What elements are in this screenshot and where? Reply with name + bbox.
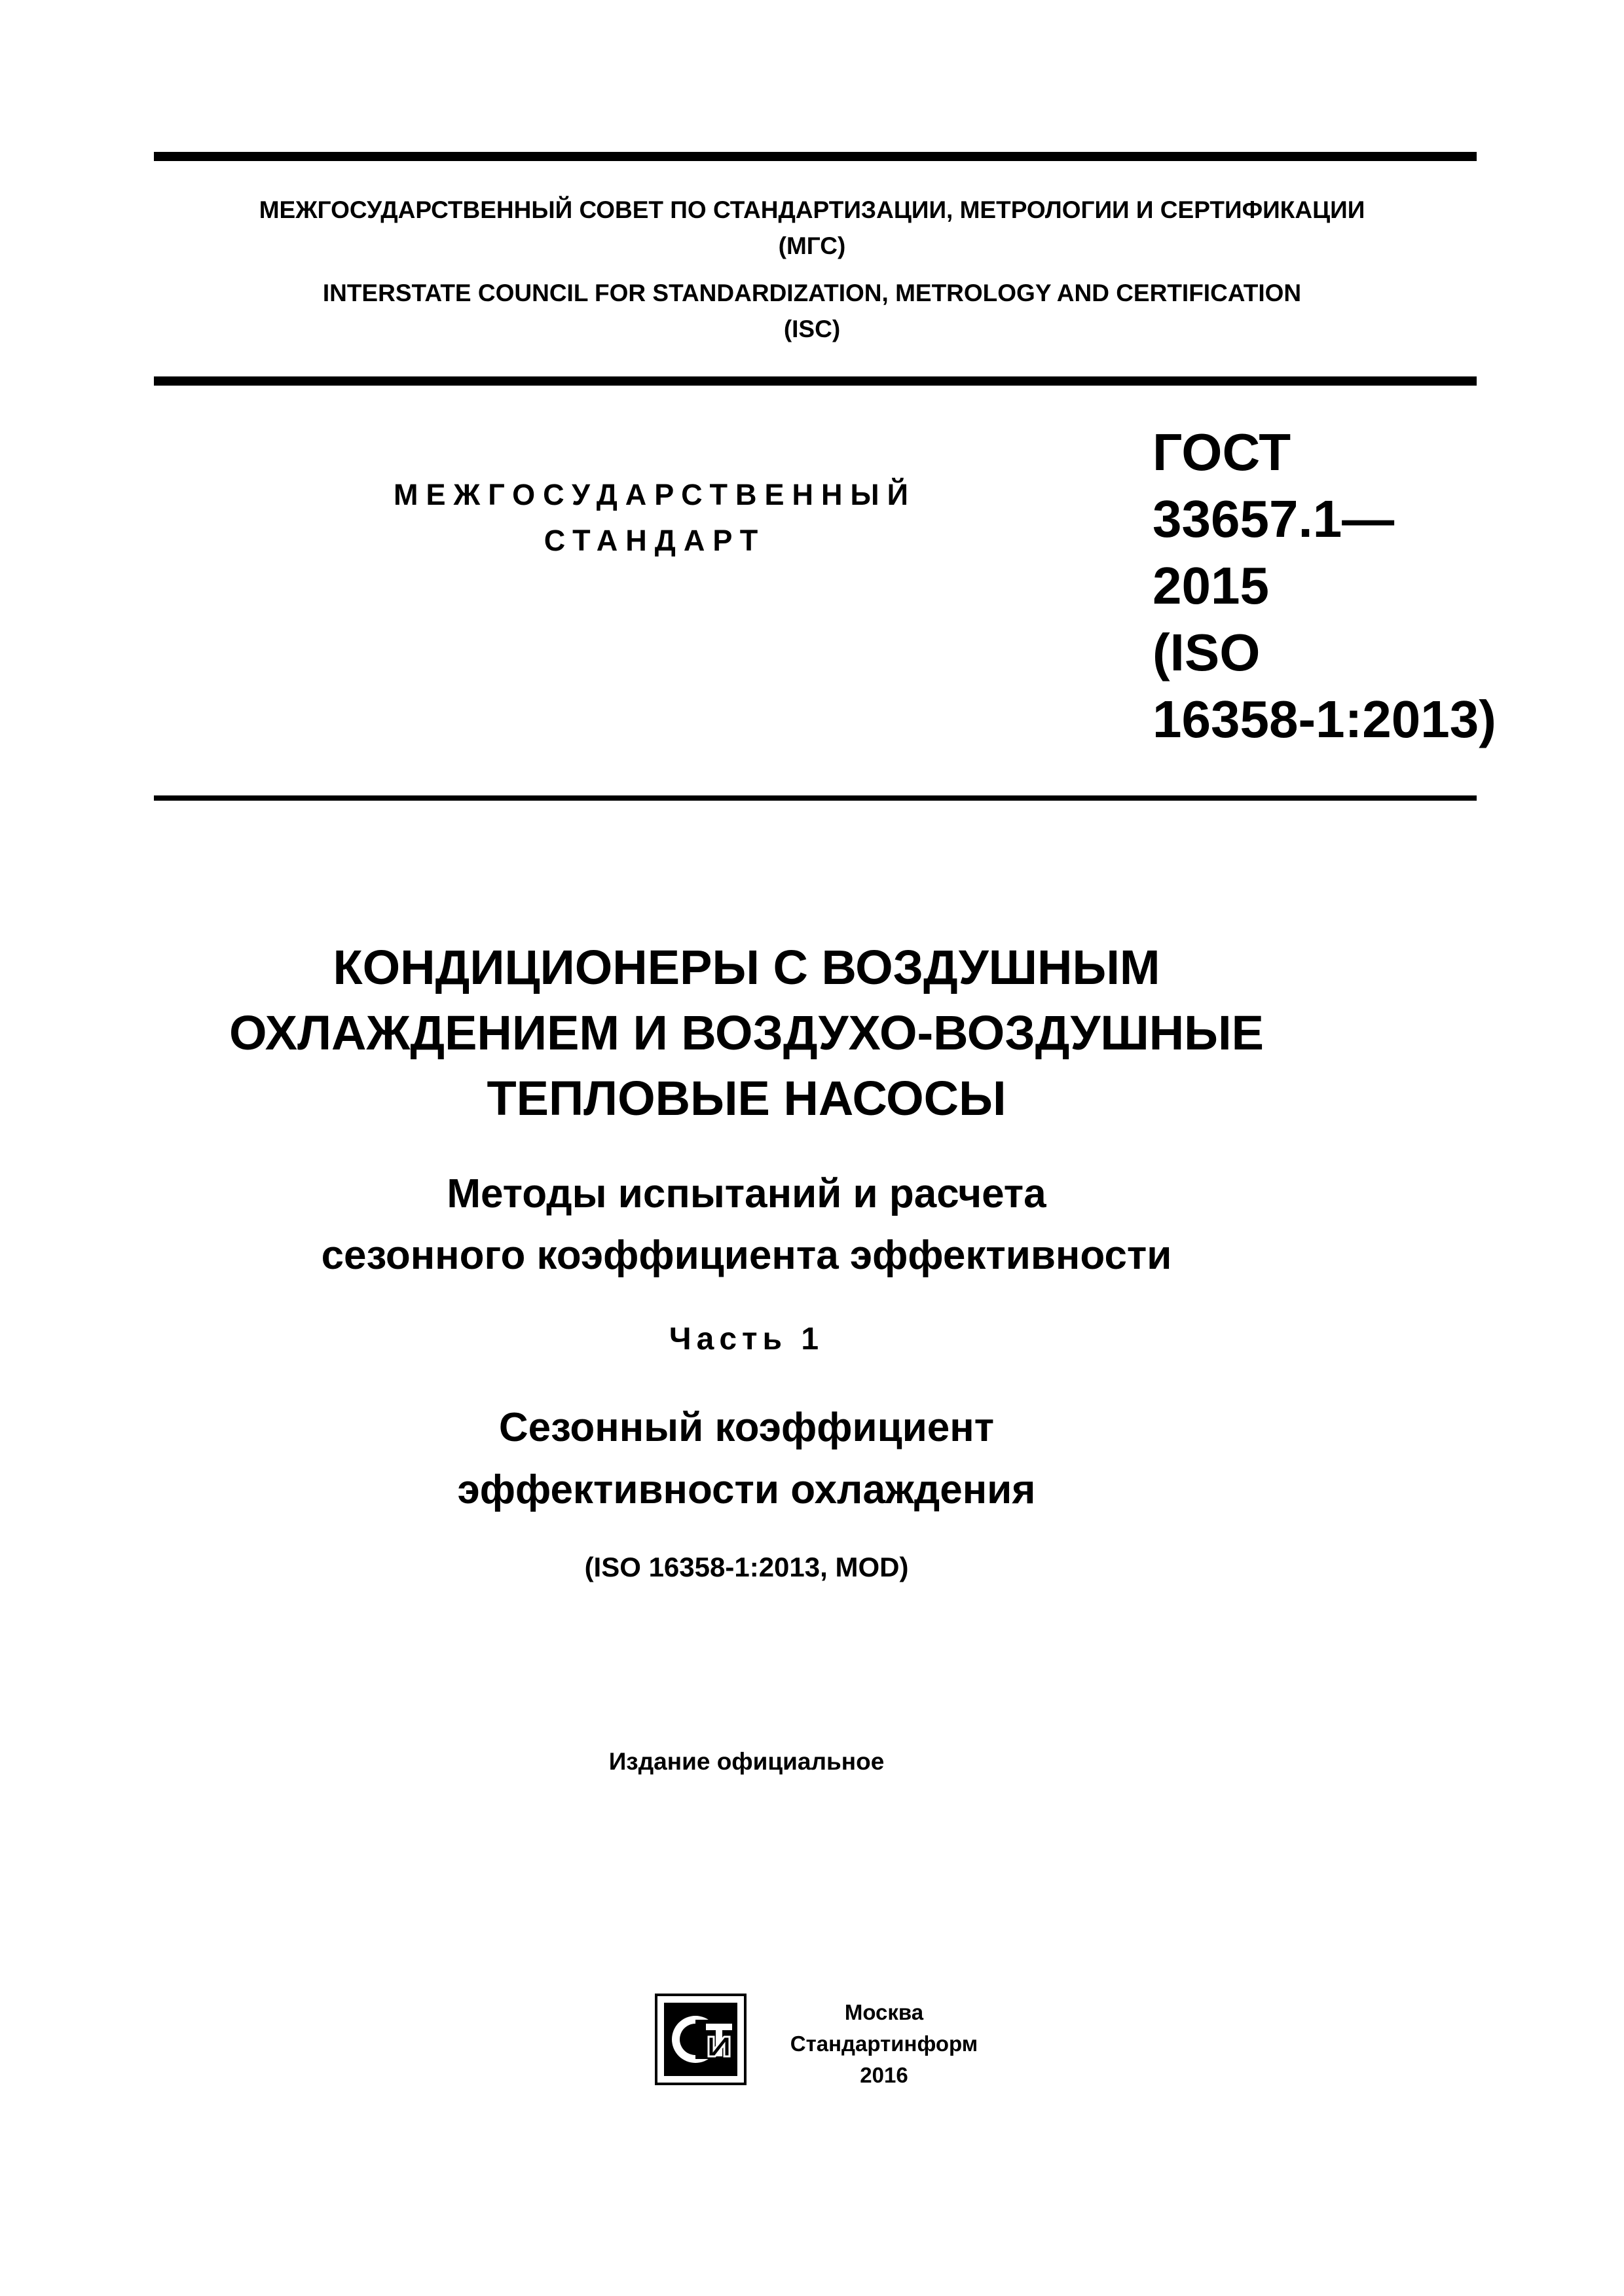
council-abbr-ru: (МГС): [778, 232, 846, 259]
standard-kind-line2: СТАНДАРТ: [544, 524, 766, 557]
publisher-name: Стандартинформ: [790, 2032, 978, 2056]
council-name-ru: МЕЖГОСУДАРСТВЕННЫЙ СОВЕТ ПО СТАНДАРТИЗАЦИИ, МЕТРОЛОГИИ И СЕРТИФИКАЦИИ: [259, 196, 1365, 223]
title-line: ТЕПЛОВЫЕ НАСОСЫ: [487, 1071, 1006, 1125]
designation-line: ГОСТ: [1153, 423, 1291, 481]
subtitle-line: Методы испытаний и расчета: [447, 1171, 1046, 1216]
council-name-en: INTERSTATE COUNCIL FOR STANDARDIZATION, METROLOGY AND CERTIFICATION: [322, 280, 1302, 306]
publisher-imprint: [786, 1997, 982, 2091]
designation-line: (ISO: [1153, 623, 1261, 682]
iso-reference: (ISO 16358-1:2013, MOD): [584, 1552, 909, 1582]
title-line: КОНДИЦИОНЕРЫ С ВОЗДУШНЫМ: [333, 940, 1160, 994]
subtitle-line: сезонного коэффициента эффективности: [321, 1233, 1172, 1278]
part-title-line: эффективности охлаждения: [457, 1467, 1036, 1512]
designation-line: 16358-1:2013): [1153, 690, 1496, 748]
part-label: Часть 1: [669, 1322, 824, 1357]
publisher-city: Москва: [844, 2000, 924, 2024]
title-line: ОХЛАЖДЕНИЕМ И ВОЗДУХО-ВОЗДУШНЫЕ: [229, 1006, 1264, 1060]
publisher-year: 2016: [860, 2063, 908, 2087]
standartinform-logo: [655, 1994, 747, 2085]
edition-note: Издание официальное: [608, 1748, 885, 1775]
council-abbr-en: (ISC): [783, 316, 841, 342]
standard-designation: [1153, 419, 1496, 753]
designation-line: 33657.1—: [1153, 490, 1395, 548]
designation-rule: [154, 795, 1477, 801]
standard-kind-line1: МЕЖГОСУДАРСТВЕННЫЙ: [394, 478, 916, 511]
designation-line: 2015: [1153, 556, 1269, 615]
header-rule: [154, 376, 1477, 386]
top-rule: [154, 152, 1477, 161]
part-title-line: Сезонный коэффициент: [498, 1405, 995, 1450]
